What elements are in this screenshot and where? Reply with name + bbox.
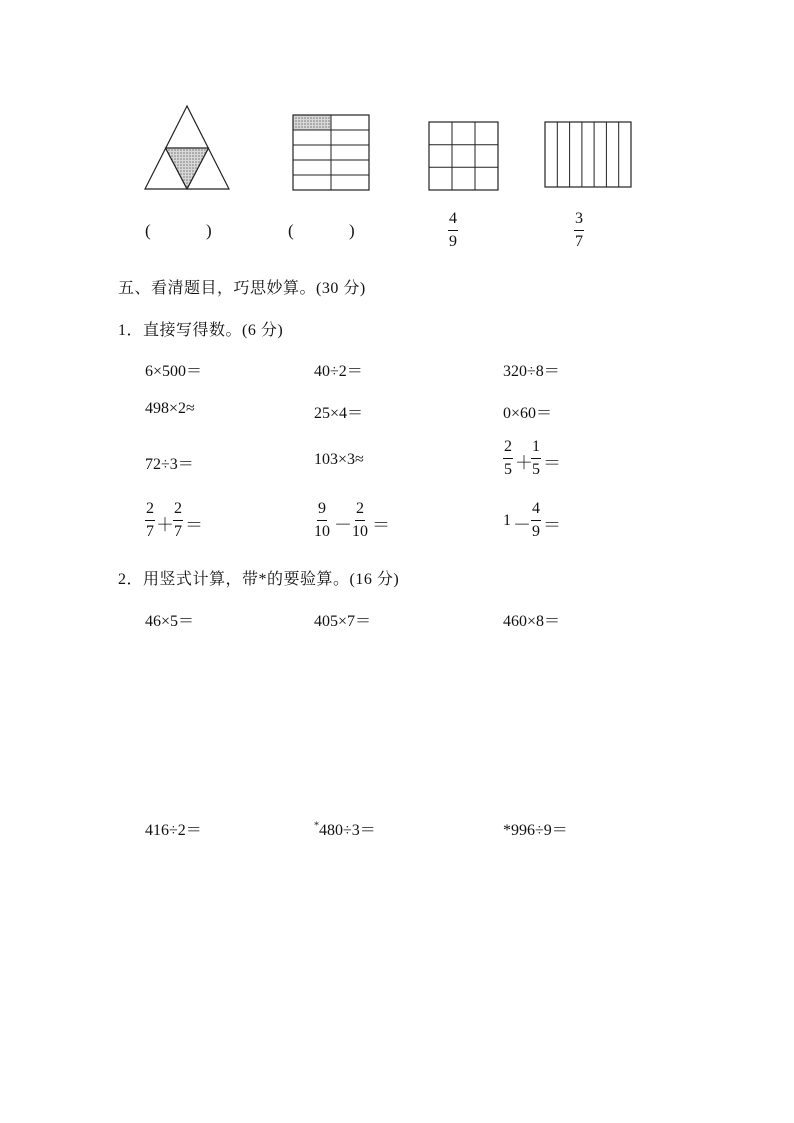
fraction-numerator: 2 xyxy=(503,439,513,459)
fraction-denominator: 5 xyxy=(504,461,512,478)
calc-item: 416÷2＝ xyxy=(145,822,202,839)
fraction-numerator: 4 xyxy=(531,501,541,521)
fig1-answer-open: ( xyxy=(145,221,151,240)
fraction xyxy=(531,439,541,478)
operator: ＋ xyxy=(515,453,533,473)
calc-item-starred xyxy=(314,817,376,840)
fraction xyxy=(352,501,368,540)
fig1-answer-close: ) xyxy=(206,221,212,240)
question-2-title: 2．用竖式计算，带*的要验算。(16 分) xyxy=(118,571,400,588)
fig2-answer-open: ( xyxy=(288,221,294,240)
fraction-denominator: 5 xyxy=(532,461,540,478)
operator: － xyxy=(513,515,531,535)
calc-item: 0×60＝ xyxy=(503,405,553,422)
fraction-denominator: 7 xyxy=(575,233,583,250)
equals-sign: ＝ xyxy=(543,515,561,535)
triangle-figure xyxy=(144,104,230,192)
fig4-fraction xyxy=(574,211,584,250)
fraction-denominator: 10 xyxy=(352,523,368,540)
calc-item: 103×3≈ xyxy=(314,451,364,468)
fraction-denominator: 10 xyxy=(314,523,330,540)
calc-item: 405×7＝ xyxy=(314,613,372,630)
fraction-denominator: 7 xyxy=(146,523,154,540)
star-mark: * xyxy=(314,820,319,832)
fraction xyxy=(145,501,155,540)
strips-7-figure xyxy=(544,121,632,188)
fraction-numerator: 2 xyxy=(355,501,365,521)
fraction-numerator: 2 xyxy=(173,501,183,521)
equals-sign: ＝ xyxy=(372,515,390,535)
fraction-numerator: 1 xyxy=(531,439,541,459)
fig3-fraction xyxy=(448,211,458,250)
fraction-denominator: 7 xyxy=(174,523,182,540)
grid-3x3-figure xyxy=(428,121,499,191)
calc-item: 498×2≈ xyxy=(145,400,195,417)
calc-item-starred: *996÷9＝ xyxy=(503,822,568,839)
fraction xyxy=(173,501,183,540)
equals-sign: ＝ xyxy=(185,515,203,535)
operator: － xyxy=(334,515,352,535)
operator: ＋ xyxy=(156,515,174,535)
fraction-numerator: 9 xyxy=(317,501,327,521)
whole-number: 1 xyxy=(503,512,511,529)
calc-item: 25×4＝ xyxy=(314,405,364,422)
grid-2x5-figure xyxy=(292,114,370,191)
calc-item: 460×8＝ xyxy=(503,613,561,630)
section-title: 五、看清题目，巧思妙算。(30 分) xyxy=(118,280,366,297)
fraction-numerator: 3 xyxy=(574,211,584,231)
fraction-denominator: 9 xyxy=(532,523,540,540)
fraction-numerator: 4 xyxy=(448,211,458,231)
equals-sign: ＝ xyxy=(543,453,561,473)
question-1-title: 1．直接写得数。(6 分) xyxy=(118,322,284,339)
fraction-denominator: 9 xyxy=(449,233,457,250)
calc-item: 320÷8＝ xyxy=(503,363,560,380)
calc-item: 72÷3＝ xyxy=(145,456,194,473)
fraction xyxy=(531,501,541,540)
calc-item: 6×500＝ xyxy=(145,363,203,380)
fraction-numerator: 2 xyxy=(145,501,155,521)
calc-item: 40÷2＝ xyxy=(314,363,363,380)
calc-item: 46×5＝ xyxy=(145,613,195,630)
shaded-triangle xyxy=(166,148,209,189)
fig2-answer-close: ) xyxy=(349,221,355,240)
fraction xyxy=(503,439,513,478)
fraction xyxy=(314,501,330,540)
calc-expression: 480÷3＝ xyxy=(319,822,376,839)
